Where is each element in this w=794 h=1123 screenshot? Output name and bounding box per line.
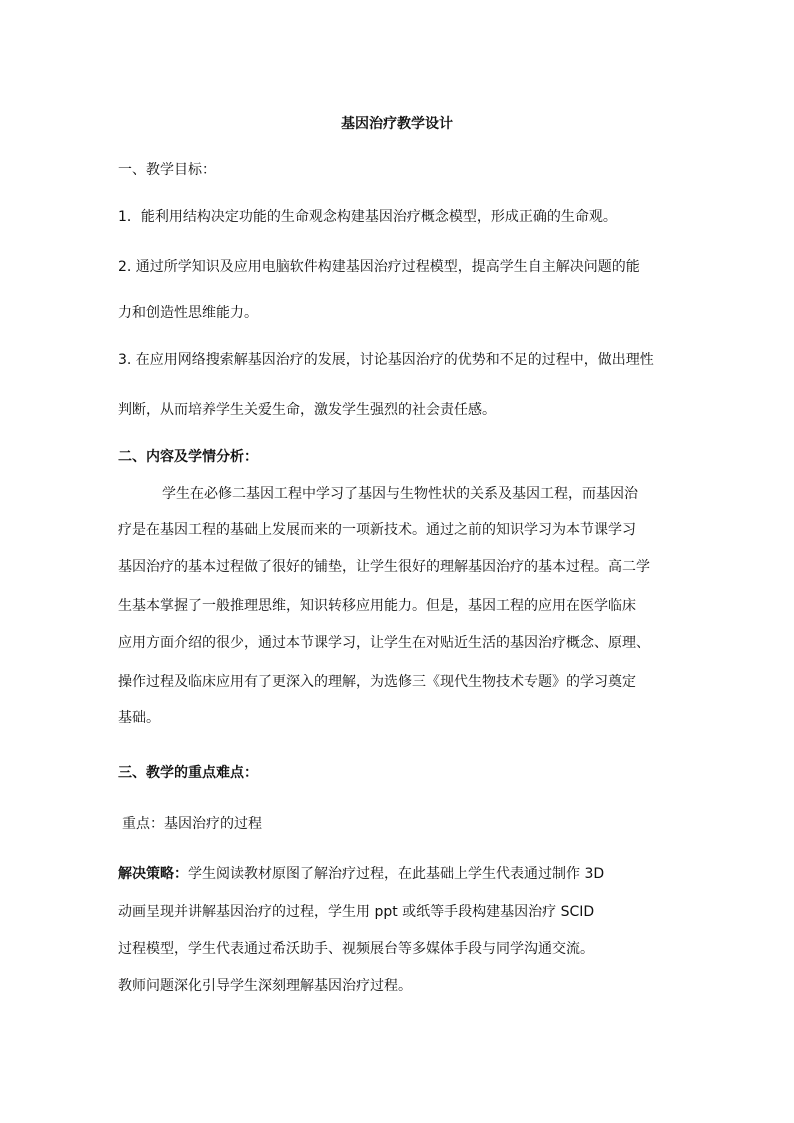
strategy-line: 过程模型，学生代表通过希沃助手、视频展台等多媒体手段与同学沟通交流。 <box>118 941 594 957</box>
analysis-line: 基因治疗的基本过程做了很好的铺垫，让学生很好的理解基因治疗的基本过程。高二学 <box>118 559 650 575</box>
objective-3-line-1: 3. 在应用网络搜索解基因治疗的发展，讨论基因治疗的优势和不足的过程中，做出理性 <box>118 352 654 368</box>
document-title: 基因治疗教学设计 <box>341 116 453 132</box>
objective-3-line-2: 判断，从而培养学生关爱生命，激发学生强烈的社会责任感。 <box>118 402 496 418</box>
analysis-line: 基础。 <box>118 710 160 726</box>
analysis-line: 学生在必修二基因工程中学习了基因与生物性状的关系及基因工程，而基因治 <box>162 486 638 502</box>
section-1-heading: 一、教学目标： <box>118 162 216 178</box>
section-2-heading: 二、内容及学情分析： <box>118 449 258 465</box>
analysis-line: 应用方面介绍的很少，通过本节课学习，让学生在对贴近生活的基因治疗概念、原理、 <box>118 635 650 651</box>
key-point: 重点：基因治疗的过程 <box>122 816 262 832</box>
strategy-line-1 <box>118 865 604 883</box>
objective-2-line-2: 力和创造性思维能力。 <box>118 305 258 321</box>
strategy-text: 学生阅读教材原图了解治疗过程，在此基础上学生代表通过制作 3D <box>188 866 605 882</box>
section-3-heading: 三、教学的重点难点： <box>118 765 258 781</box>
strategy-line: 教师问题深化引导学生深刻理解基因治疗过程。 <box>118 978 412 994</box>
strategy-line: 动画呈现并讲解基因治疗的过程，学生用 ppt 或纸等手段构建基因治疗 SCID <box>118 904 595 920</box>
strategy-label: 解决策略： <box>118 866 188 882</box>
analysis-line: 操作过程及临床应用有了更深入的理解，为选修三《现代生物技术专题》的学习奠定 <box>118 674 636 690</box>
objective-2-line-1: 2. 通过所学知识及应用电脑软件构建基因治疗过程模型，提高学生自主解决问题的能 <box>118 259 640 275</box>
objective-1: 1．能利用结构决定功能的生命观念构建基因治疗概念模型，形成正确的生命观。 <box>118 209 617 225</box>
analysis-line: 生基本掌握了一般推理思维，知识转移应用能力。但是，基因工程的应用在医学临床 <box>118 598 636 614</box>
analysis-line: 疗是在基因工程的基础上发展而来的一项新技术。通过之前的知识学习为本节课学习 <box>118 522 636 538</box>
